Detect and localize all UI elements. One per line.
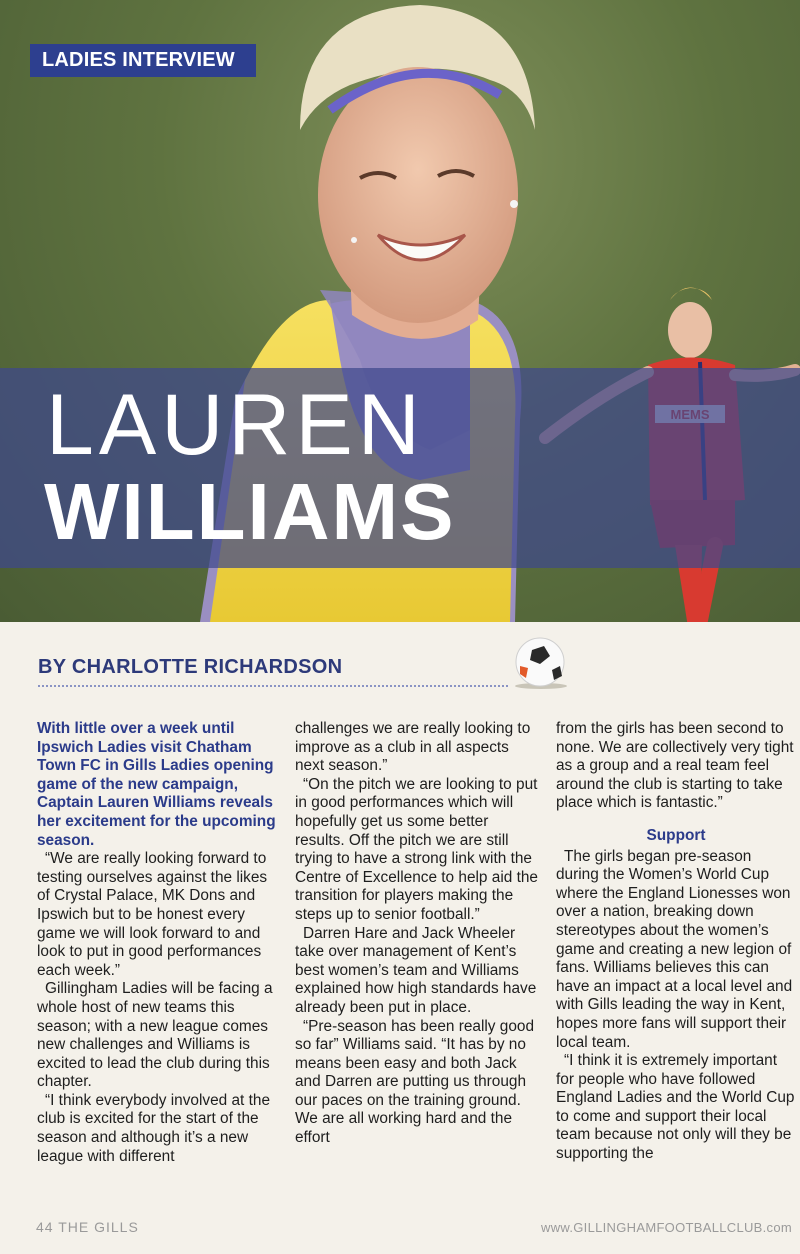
article-paragraph: from the girls has been second to none. We are collectively very tight as a group and a real team feel around the club is starting to take place which is fantastic.” xyxy=(556,720,794,812)
article-paragraph: “Pre-season has been really good so far” Williams said. “It has by no means been easy and both Jack and Darren are putting us through our paces on the training ground. We are all working hard and the effort xyxy=(295,1017,535,1147)
page-number: 44 THE GILLS xyxy=(36,1219,139,1235)
football-icon xyxy=(512,636,570,690)
article-paragraph: Gillingham Ladies will be facing a whole host of new teams this season; with a new league comes new challenges and Williams is excited to lead the club during this chapter. xyxy=(37,980,273,1091)
section-tag: LADIES INTERVIEW xyxy=(30,44,256,77)
article-paragraph: Darren Hare and Jack Wheeler take over management of Kent’s best women’s team and Williams explained how high standards have already been put in place. xyxy=(295,924,537,1016)
byline: BY CHARLOTTE RICHARDSON xyxy=(38,656,343,678)
article-column-2 xyxy=(295,720,540,1148)
byline-divider xyxy=(38,685,508,687)
website-link: www.GILLINGHAMFOOTBALLCLUB.com xyxy=(541,1220,792,1235)
article-paragraph: The girls began pre-season during the Women’s World Cup where the England Lionesses won over a nation, breaking down stereotypes about the women’s game and creating a new legion of fans. Williams believes this can have an impact at a local level and with Gills leading the way in Kent, hopes more fans will support their local team. xyxy=(556,847,793,1051)
article-paragraph: “We are really looking forward to testing ourselves against the likes of Crystal Palace, MK Dons and Ipswich but to be honest every game we will look forward to and look to put in good performances each week.” xyxy=(37,850,268,979)
article-paragraph: challenges we are really looking to improve as a club in all aspects next season.” xyxy=(295,720,531,775)
article-paragraph: “On the pitch we are looking to put in good performances which will hopefully get us some better results. Off the pitch we are still trying to have a strong link with the Centre of Excellence to help aid the transition for players making the steps up to senior football.” xyxy=(295,775,538,923)
article-lead: With little over a week until Ipswich Ladies visit Chatham Town FC in Gills Ladies opening game of the new campaign, Captain Lauren Williams reveals her excitement for the upcoming season. xyxy=(37,720,276,849)
article-paragraph: “I think everybody involved at the club is excited for the start of the season and although it’s a new league with different xyxy=(37,1091,270,1165)
article-paragraph: “I think it is extremely important for people who have followed England Ladies and the World Cup to come and support their local team because not only will they be supporting the xyxy=(556,1052,795,1163)
article-column-3 xyxy=(556,720,796,1164)
hero-photo xyxy=(0,0,800,622)
title-first-name: LAUREN xyxy=(46,377,425,473)
article-subhead: Support xyxy=(646,826,706,844)
title-last-name: WILLIAMS xyxy=(44,467,456,556)
article-column-1 xyxy=(37,720,277,1166)
